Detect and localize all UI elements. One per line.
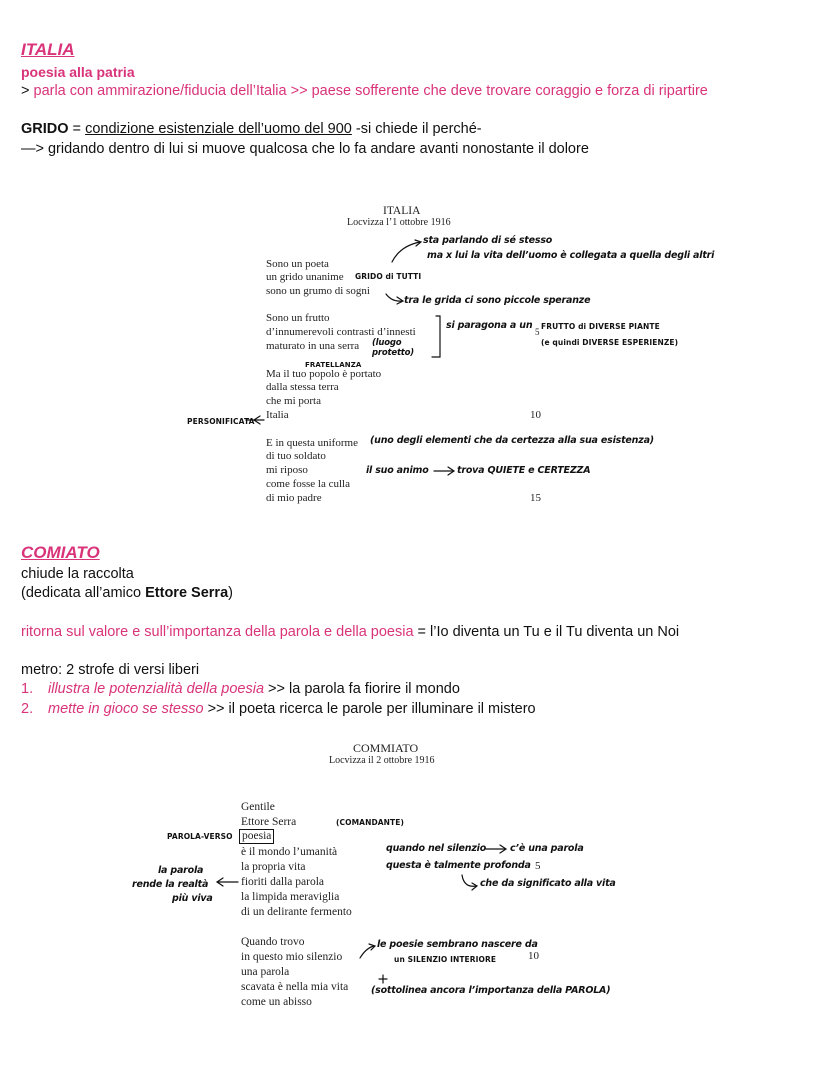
- handwritten-note: PAROLA-VERSO: [167, 832, 233, 841]
- arrow-icon: [386, 294, 402, 301]
- poem1-verse: E in questa uniforme: [266, 437, 358, 449]
- list-number: 2.: [21, 701, 34, 717]
- verse-number: 5: [535, 860, 541, 872]
- handwritten-note: la parola: [158, 865, 204, 876]
- list-rest: >> il poeta ricerca le parole per illuminare il mistero: [203, 701, 536, 717]
- handwritten-note: trova QUIETE e CERTEZZA: [457, 465, 591, 476]
- poem1-verse: che mi porta: [266, 395, 321, 407]
- dedication-suffix: ): [228, 585, 233, 601]
- handwritten-note: (sottolinea ancora l’importanza della PAROLA): [371, 985, 611, 996]
- poem1-verse: maturato in una serra: [266, 340, 360, 352]
- poem2-verse: la propria vita: [241, 861, 306, 873]
- poem1-verse: sono un grumo di sogni: [266, 285, 370, 297]
- handwritten-note: tra le grida ci sono piccole speranze: [404, 295, 591, 306]
- comiato-theme-highlight: ritorna sul valore e sull’importanza della parola e della poesia: [21, 624, 414, 640]
- poem1-verse: d’innumerevoli contrasti d’innesti: [266, 326, 416, 338]
- poem2-verse: Ettore Serra: [241, 816, 297, 828]
- handwritten-note: FRATELLANZA: [305, 361, 362, 369]
- list-highlight: mette in gioco se stesso: [48, 701, 204, 717]
- poem1-title: ITALIA: [383, 205, 421, 217]
- comiato-line: chiude la raccolta: [21, 566, 134, 582]
- handwritten-note: (e quindi DIVERSE ESPERIENZE): [541, 338, 679, 347]
- grido-label: GRIDO: [21, 121, 69, 137]
- section-subtitle: poesia alla patria: [21, 64, 135, 80]
- handwritten-note: si paragona a un: [446, 320, 533, 331]
- grido-question: -si chiede il perché-: [351, 121, 482, 137]
- poem2-verse: scavata è nella mia vita: [241, 981, 349, 993]
- list-item: [21, 681, 460, 697]
- poem2-verse-boxed: poesia: [239, 829, 274, 844]
- poem1-verse: dalla stessa terra: [266, 381, 339, 393]
- verse-number: 10: [528, 950, 539, 962]
- section-title-comiato: COMIATO: [21, 543, 100, 562]
- comiato-dedication: [21, 585, 233, 601]
- poem1-place-date: Locvizza l’1 ottobre 1916: [347, 217, 451, 228]
- handwritten-note: (luogo protetto): [372, 338, 414, 358]
- handwritten-note: un SILENZIO INTERIORE: [394, 955, 497, 964]
- poem2-verse: Quando trovo: [241, 936, 305, 948]
- verse-number: 10: [530, 409, 541, 421]
- poem2-title: COMMIATO: [353, 741, 419, 755]
- handwritten-note: ma x lui la vita dell’uomo è collegata a quella degli altri: [427, 250, 715, 261]
- poem1-verse: Italia: [266, 409, 289, 421]
- arrow-icon: [360, 946, 374, 958]
- italia-description-text: parla con ammirazione/fiducia dell’Italia >> paese sofferente che deve trovare coraggio e forza di ripartire: [33, 83, 708, 99]
- poem2-place-date: Locvizza il 2 ottobre 1916: [329, 755, 435, 766]
- verse-number: 5: [535, 327, 540, 337]
- poem2-verse: di un delirante fermento: [241, 906, 352, 918]
- poem1-verse: come fosse la culla: [266, 478, 350, 490]
- poem1-verse: di mio padre: [266, 492, 322, 504]
- arrow-icon: [392, 242, 420, 262]
- grido-explanation: —> gridando dentro di lui si muove qualcosa che lo fa andare avanti nonostante il dolore: [21, 141, 589, 157]
- dedication-name: Ettore Serra: [145, 585, 229, 601]
- plus-icon: [379, 975, 387, 983]
- poem1-verse: mi riposo: [266, 464, 308, 476]
- poem1-verse: Sono un poeta: [266, 258, 329, 270]
- handwritten-note: c’è una parola: [510, 843, 584, 854]
- comiato-metro: metro: 2 strofe di versi liberi: [21, 662, 200, 678]
- equals-sign: =: [68, 121, 86, 137]
- handwritten-note: che da significato alla vita: [480, 878, 616, 889]
- handwritten-note: più viva: [172, 893, 213, 904]
- handwritten-note: FRUTTO di DIVERSE PIANTE: [541, 322, 660, 331]
- bullet-prefix: >: [21, 83, 34, 99]
- handwritten-note: le poesie sembrano nascere da: [377, 939, 538, 950]
- comiato-theme-rest: = l’Io diventa un Tu e il Tu diventa un Noi: [413, 624, 680, 640]
- comiato-theme: [21, 624, 679, 640]
- handwritten-note: GRIDO di TUTTI: [355, 272, 422, 281]
- handwritten-note: (COMANDANTE): [336, 818, 405, 827]
- handwritten-note: (uno degli elementi che da certezza alla sua esistenza): [370, 435, 654, 446]
- handwritten-note: sta parlando di sé stesso: [423, 235, 553, 246]
- bracket-icon: [432, 316, 440, 357]
- list-item: [21, 701, 536, 717]
- poem2-verse: la limpida meraviglia: [241, 891, 340, 903]
- handwritten-note: il suo animo: [366, 465, 429, 476]
- poem2-verse: fioriti dalla parola: [241, 876, 325, 888]
- list-rest: >> la parola fa fiorire il mondo: [264, 681, 460, 697]
- handwritten-note: quando nel silenzio: [386, 843, 487, 854]
- poem1-verse: di tuo soldato: [266, 450, 326, 462]
- handwritten-note: PERSONIFICATA: [187, 417, 255, 426]
- poem2-verse: come un abisso: [241, 996, 312, 1008]
- poem2-verse: in questo mio silenzio: [241, 951, 343, 963]
- list-number: 1.: [21, 681, 34, 697]
- handwritten-note: rende la realtà: [132, 879, 209, 890]
- handwritten-note: questa è talmente profonda: [386, 860, 531, 871]
- poem2-verse: Gentile: [241, 801, 275, 813]
- poem1-verse: Ma il tuo popolo è portato: [266, 368, 382, 380]
- dedication-prefix: (dedicata all’amico: [21, 585, 146, 601]
- verse-number: 15: [530, 492, 541, 504]
- poem1-verse: Sono un frutto: [266, 312, 330, 324]
- grido-definition-text: condizione esistenziale dell’uomo del 900: [85, 121, 352, 137]
- section-title-italia: ITALIA: [21, 40, 75, 59]
- poem2-verse: una parola: [241, 966, 290, 978]
- poem2-verse: è il mondo l’umanità: [241, 846, 338, 858]
- list-highlight: illustra le potenzialità della poesia: [48, 681, 265, 697]
- poem1-verse: un grido unanime: [266, 271, 344, 283]
